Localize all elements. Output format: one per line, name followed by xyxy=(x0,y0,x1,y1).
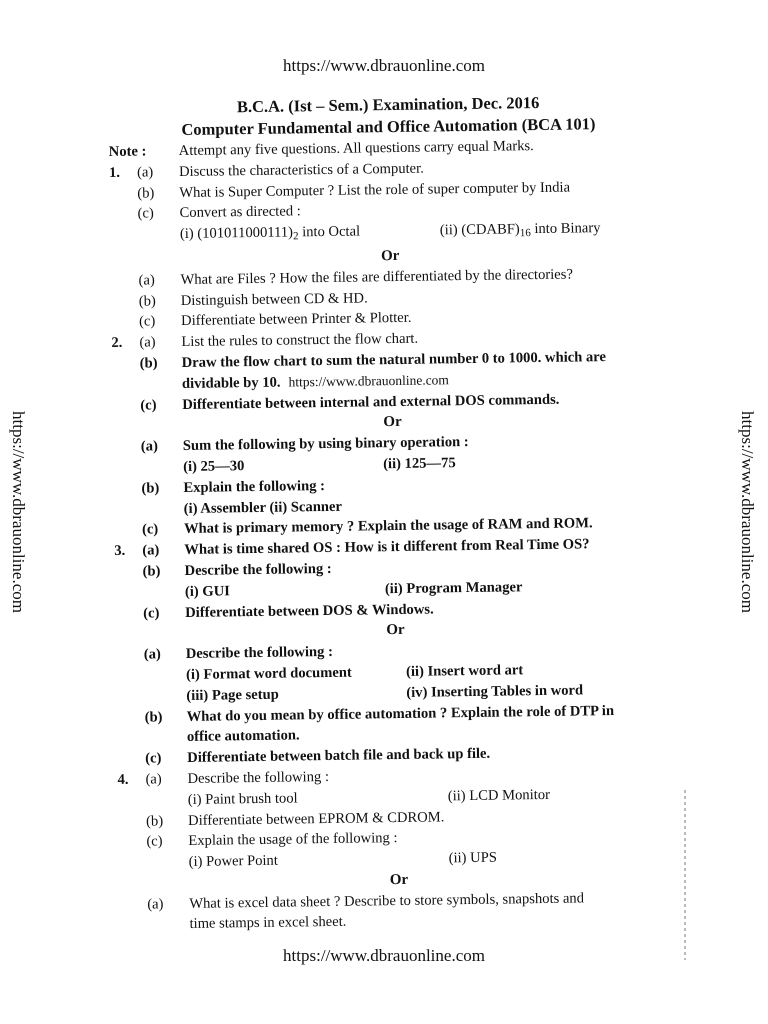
q3-b-text: Describe the following : xyxy=(184,560,332,579)
q4-a-i: (i) Paint brush tool xyxy=(187,790,298,808)
q1-b-text: What is Super Computer ? List the role of super computer by India xyxy=(179,179,571,201)
q2-b-text: Draw the flow chart to sum the natural number 0 to 1000. which are xyxy=(181,349,607,371)
watermark-url-bottom: https://www.dbrauonline.com xyxy=(283,946,485,965)
q4-or-a-letter: (a) xyxy=(147,895,164,913)
q3-b-letter: (b) xyxy=(142,563,161,580)
q1-or-c-letter: (c) xyxy=(139,313,156,330)
or-divider: Or xyxy=(383,414,402,431)
or-divider: Or xyxy=(380,247,400,265)
q3-or-b-text-cont: office automation. xyxy=(186,727,300,746)
q2-or-a-text: Sum the following by using binary operation : xyxy=(182,434,469,455)
subject-title: Computer Fundamental and Office Automation (BCA 101) xyxy=(181,114,596,139)
q3-or-a-i: (i) Format word document xyxy=(185,664,352,683)
q3-b-i: (i) GUI xyxy=(184,583,231,600)
q4-a-text: Describe the following : xyxy=(187,768,330,787)
q2-c-text: Differentiate between internal and external DOS commands. xyxy=(182,391,560,413)
q3-or-c-letter: (c) xyxy=(145,750,162,767)
q3-or-a-iv: (iv) Inserting Tables in word xyxy=(406,682,584,701)
watermark-url-right: https://www.dbrauonline.com xyxy=(738,411,757,613)
note-text: Attempt any five questions. All questions carry equal Marks. xyxy=(178,138,534,160)
q2-c-letter: (c) xyxy=(140,396,157,414)
q2-a-text: List the rules to construct the flow chart. xyxy=(181,330,419,351)
q1-or-a-text: What are Files ? How the files are differentiated by the directories? xyxy=(180,266,574,288)
note-label: Note : xyxy=(108,143,147,160)
q1-a-text: Discuss the characteristics of a Computer. xyxy=(178,160,424,180)
q3-a-letter: (a) xyxy=(142,542,160,559)
q2-or-b-items: (i) Assembler (ii) Scanner xyxy=(183,498,343,517)
q2-b-text-cont: dividable by 10. xyxy=(181,374,281,392)
q3-number: 3. xyxy=(114,542,126,560)
q2-or-a-letter: (a) xyxy=(140,438,159,455)
watermark-url-top: https://www.dbrauonline.com xyxy=(283,56,485,75)
q2-or-a-ii: (ii) 125—75 xyxy=(383,455,456,473)
q1-a-letter: (a) xyxy=(136,164,154,181)
exam-title: B.C.A. (Ist – Sem.) Examination, Dec. 2016 xyxy=(236,92,540,117)
q3-b-ii: (ii) Program Manager xyxy=(384,578,523,597)
q4-a-letter: (a) xyxy=(145,771,162,788)
q4-c-letter: (c) xyxy=(146,833,163,850)
or-divider: Or xyxy=(386,622,405,639)
q4-c-i: (i) Power Point xyxy=(188,852,278,871)
q4-c-text: Explain the usage of the following : xyxy=(188,830,398,850)
q1-or-b-letter: (b) xyxy=(138,292,156,310)
q1-c-ii: (ii) $(CDABF)_{16}$ into Binary xyxy=(439,220,601,240)
q1-c-text: Convert as directed : xyxy=(179,203,301,222)
or-divider: Or xyxy=(389,871,409,889)
q2-or-c-letter: (c) xyxy=(141,521,159,538)
q3-or-b-text: What do you mean by office automation ? Explain the role of DTP in xyxy=(186,702,615,725)
q1-or-b-text: Distinguish between CD & HD. xyxy=(180,289,368,309)
q1-c-i: (i) $(101011000111)_2$ into Octal xyxy=(179,223,361,243)
q1-c-letter: (c) xyxy=(137,205,154,222)
q4-c-ii: (ii) UPS xyxy=(448,849,498,867)
q3-c-letter: (c) xyxy=(143,604,160,622)
q4-b-letter: (b) xyxy=(145,812,164,830)
q2-number: 2. xyxy=(111,334,123,352)
q4-a-ii: (ii) LCD Monitor xyxy=(447,786,551,805)
watermark-url-left: https://www.dbrauonline.com xyxy=(9,411,28,613)
q4-or-a-text-cont: time stamps in excel sheet. xyxy=(189,914,347,933)
q3-or-c-text: Differentiate between batch file and back up file. xyxy=(187,745,491,767)
q1-or-c-text: Differentiate between Printer & Plotter. xyxy=(181,310,412,330)
q4-number: 4. xyxy=(117,771,129,788)
q1-b-letter: (b) xyxy=(137,184,155,202)
q1-number: 1. xyxy=(108,164,121,181)
q3-or-b-letter: (b) xyxy=(144,708,163,726)
q2-or-a-i: (i) 25—30 xyxy=(183,458,245,475)
scan-edge-mark xyxy=(684,790,686,960)
q2-or-c-text: What is primary memory ? Explain the usage of RAM and ROM. xyxy=(183,515,593,538)
q4-or-a-text: What is excel data sheet ? Describe to store symbols, snapshots and xyxy=(189,890,585,912)
q3-or-a-ii: (ii) Insert word art xyxy=(405,662,524,680)
q2-b-letter: (b) xyxy=(139,355,158,372)
question-paper xyxy=(108,90,680,936)
watermark-url-inline: https://www.dbrauonline.com xyxy=(288,372,449,390)
q3-or-a-letter: (a) xyxy=(143,646,161,663)
q1-or-a-letter: (a) xyxy=(138,272,155,289)
q3-c-text: Differentiate between DOS & Windows. xyxy=(185,601,434,621)
q3-or-a-text: Describe the following : xyxy=(185,644,334,663)
q3-a-text: What is time shared OS : How is it different from Real Time OS? xyxy=(184,536,590,559)
q2-or-b-text: Explain the following : xyxy=(183,477,326,496)
q2-or-b-letter: (b) xyxy=(141,480,160,497)
q2-a-letter: (a) xyxy=(139,334,156,351)
q3-or-a-iii: (iii) Page setup xyxy=(186,686,279,704)
q4-b-text: Differentiate between EPROM & CDROM. xyxy=(187,808,445,829)
